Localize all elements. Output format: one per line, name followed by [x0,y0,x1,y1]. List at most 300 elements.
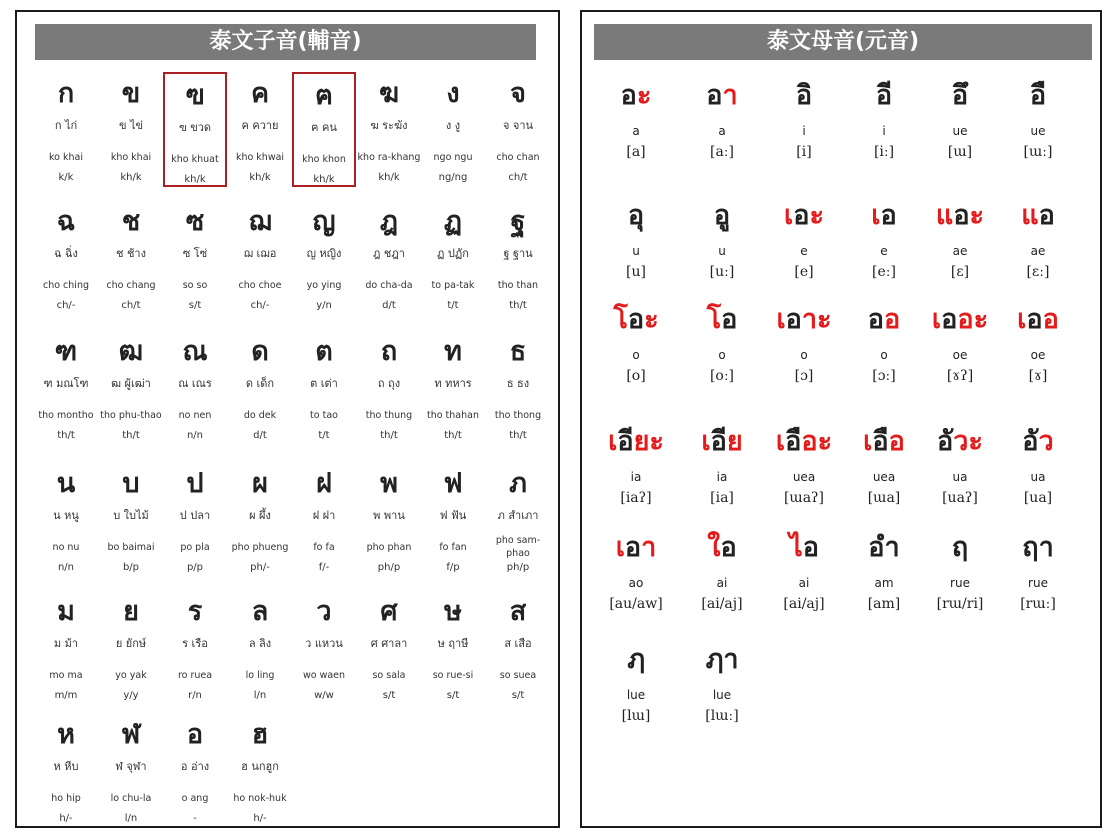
vowel-letter [764,298,844,340]
consonant-cell [486,330,550,441]
consonant-letter: ซ [185,206,205,237]
consonant-letter: ย [123,596,139,627]
consonant-romanization: cho choe [238,279,282,291]
consonant-initial-final: ph/- [250,562,270,573]
vowel-base: อ [937,426,954,457]
consonant-cell [357,462,421,573]
consonant-letter: ช [121,206,141,237]
vowel-letter [844,420,924,462]
consonant-initial-final: n/n [186,430,204,441]
consonant-cell [486,200,550,311]
vowel-mark: เ [871,200,881,231]
vowel-cell [920,74,1000,160]
vowel-mark: เ [615,532,625,563]
vowel-romanization: a [632,124,640,138]
consonant-name: ม ม้า [53,637,79,650]
vowel-letter [596,74,676,116]
consonant-letter: ธ [509,336,527,367]
consonant-initial-final: m/m [54,690,78,701]
consonant-cell [34,462,98,573]
vowel-ipa: [ɯa] [867,490,901,506]
vowel-letter [682,420,762,462]
consonant-letter: ห [57,719,75,750]
consonant-cell [34,72,98,183]
consonant-letter: ฅ [314,80,334,111]
vowel-romanization: ai [716,576,728,590]
vowel-ipa: [ai/aj] [783,596,825,612]
vowel-romanization: lue [712,688,732,702]
consonant-romanization: yo ying [306,279,342,291]
vowel-letter [998,74,1078,116]
vowel-romanization: e [800,244,808,258]
vowel-base: ฦา [705,644,739,675]
vowel-base: อ [706,80,723,111]
consonant-letter: ณ [182,336,208,367]
vowel-grid [596,74,1096,748]
consonant-romanization: kho khwai [235,151,285,163]
consonant-letter: ด [251,336,269,367]
consonant-row [34,200,554,330]
vowel-cell [682,420,762,506]
vowel-mark: แ [1021,200,1039,231]
consonant-name: น หนู [53,509,79,522]
consonant-romanization: kho khai [110,151,152,163]
consonant-name: ณ เณร [178,377,212,390]
vowel-ipa: [au/aw] [609,596,663,612]
vowel-base: อ [617,426,634,457]
vowel-cell [920,526,1000,612]
consonant-name: ห หีบ [53,760,79,773]
consonant-chart-panel [15,10,560,828]
consonant-cell [228,330,292,441]
consonant-cell [357,330,421,441]
consonant-name: ข ไข่ [118,119,144,132]
vowel-letter [682,74,762,116]
consonant-letter: ม [57,596,75,627]
consonant-initial-final: ph/p [377,562,401,573]
vowel-letter [844,74,924,116]
consonant-name: ฉ ฉิ่ง [54,247,78,260]
vowel-letter [682,298,762,340]
vowel-romanization: o [880,348,888,362]
vowel-ipa: [o] [626,368,646,384]
vowel-ipa: [ɯ] [947,144,973,160]
consonant-cell [163,713,227,824]
vowel-romanization: a [718,124,726,138]
vowel-base: อ [868,532,900,563]
consonant-initial-final: ng/ng [438,172,468,183]
consonant-romanization: po pla [180,541,210,553]
consonant-romanization: to pa-tak [431,279,475,291]
vowel-letter [998,194,1078,236]
vowel-chart-panel [580,10,1102,828]
vowel-base: อ [872,426,889,457]
consonant-chart-title: 泰文子音(輔音) [35,24,536,60]
consonant-cell [357,200,421,311]
vowel-base: อ [867,304,884,335]
consonant-row [34,330,554,462]
consonant-initial-final: kh/k [184,174,206,185]
consonant-romanization: pho sam-phao [495,535,541,559]
vowel-base: อ [953,200,970,231]
consonant-letter: ษ [444,596,462,627]
vowel-mark: ะ [969,200,985,231]
vowel-cell [596,638,676,724]
vowel-romanization: ao [628,576,644,590]
consonant-initial-final: kh/k [378,172,400,183]
consonant-name: ง งู [445,119,461,132]
vowel-mark: อะ [957,304,989,335]
vowel-base: อ [620,80,637,111]
consonant-initial-final: ch/t [121,300,141,311]
consonant-cell [163,462,227,573]
consonant-cell [163,590,227,701]
consonant-name: ษ ฤาษี [437,637,469,650]
vowel-mark: ใ [707,532,721,563]
consonant-cell [486,72,550,183]
consonant-name: พ พาน [373,509,405,522]
consonant-initial-final: s/t [511,690,525,701]
consonant-cell [228,462,292,573]
vowel-base: อ [710,426,727,457]
consonant-romanization: kho khon [302,153,346,165]
vowel-ipa: [ɔ] [794,368,814,384]
vowel-cell [920,298,1000,384]
consonant-name: ป ปลา [179,509,211,522]
consonant-initial-final: th/t [444,430,462,441]
vowel-letter [596,420,676,462]
vowel-letter [920,194,1000,236]
consonant-romanization: so so [182,279,208,291]
vowel-ipa: [lɯ] [621,708,651,724]
vowel-ipa: [uː] [709,264,735,280]
vowel-romanization: ue [952,124,968,138]
vowel-romanization: uea [792,470,816,484]
vowel-cell [764,526,844,612]
vowel-row [596,420,1096,526]
vowel-base: อ [1026,304,1043,335]
vowel-cell [844,526,924,612]
consonant-letter: ฐ [510,206,526,237]
consonant-letter: ข [121,78,141,109]
vowel-letter [682,194,762,236]
consonant-letter: ฆ [378,78,400,109]
vowel-romanization: ia [716,470,728,484]
vowel-mark: โ [613,304,628,335]
consonant-cell [292,200,356,311]
consonant-romanization: tho phu-thao [100,409,162,421]
consonant-cell [99,713,163,824]
consonant-initial-final: k/k [58,172,74,183]
vowel-cell [998,74,1078,160]
vowel-romanization: rue [950,576,970,590]
consonant-cell [292,462,356,573]
vowel-base: อ [720,532,737,563]
vowel-mark: เ [776,304,786,335]
consonant-romanization: no nu [52,541,80,553]
vowel-base: ฦ [627,644,645,675]
consonant-romanization: fo fan [439,541,467,553]
vowel-mark: ะ [636,80,652,111]
vowel-ipa: [oː] [709,368,735,384]
vowel-letter [596,298,676,340]
vowel-mark: า [641,532,657,563]
consonant-letter: ศ [380,596,398,627]
consonant-name: ญ หญิง [306,247,342,260]
consonant-row [34,72,554,200]
vowel-cell [682,194,762,280]
consonant-cell [34,330,98,441]
vowel-romanization: uea [872,470,896,484]
consonant-romanization: ho nok-huk [233,792,287,804]
vowel-cell [764,420,844,506]
consonant-letter: ฮ [251,719,269,750]
consonant-romanization: ko khai [49,151,83,163]
vowel-cell [920,194,1000,280]
vowel-cell [998,526,1078,612]
consonant-name: ต เต่า [310,377,338,390]
vowel-row [596,74,1096,194]
vowel-letter [764,74,844,116]
vowel-letter [844,194,924,236]
consonant-romanization: so rue-si [432,669,474,681]
vowel-romanization: ua [952,470,968,484]
vowel-cell [682,298,762,384]
vowel-ipa: [ɛ] [950,264,970,280]
vowel-romanization: o [718,348,726,362]
vowel-mark: ือะ [801,426,833,457]
consonant-cell [99,590,163,701]
vowel-letter [998,526,1078,568]
vowel-base: ฤ [951,532,969,563]
consonant-cell [357,72,421,183]
vowel-cell [844,74,924,160]
vowel-cell [998,194,1078,280]
vowel-mark: เ [775,426,786,457]
consonant-romanization: mo ma [49,669,83,681]
consonant-cell [292,590,356,701]
vowel-cell [844,420,924,506]
consonant-romanization: tho thong [494,409,542,421]
vowel-letter [596,638,676,680]
consonant-romanization: cho chang [106,279,156,291]
consonant-name: ฝ ฝา [312,509,336,522]
vowel-romanization: oe [952,348,968,362]
consonant-letter: ฟ [443,468,463,499]
vowel-letter [682,526,762,568]
consonant-name: ล ลิง [248,637,272,650]
consonant-name: ฏ ปฏัก [437,247,469,260]
consonant-initial-final: th/t [509,430,527,441]
consonant-initial-final: s/t [382,690,396,701]
consonant-romanization: so sala [372,669,406,681]
consonant-cell-highlighted [292,72,356,187]
vowel-mark: า [722,80,738,111]
consonant-romanization: yo yak [115,669,147,681]
vowel-mark: โ [706,304,722,335]
vowel-cell [682,74,762,160]
vowel-letter [764,420,844,462]
vowel-letter [920,526,1000,568]
consonant-letter: ง [446,78,460,109]
consonant-initial-final: d/t [253,430,267,441]
vowel-letter [920,74,1000,116]
vowel-ipa: [rɯ/ri] [936,596,984,612]
vowel-base: อี [875,80,893,111]
consonant-cell [421,72,485,183]
vowel-chart-title: 泰文母音(元音) [594,24,1092,60]
vowel-row [596,298,1096,420]
vowel-mark: ัวะ [953,426,983,457]
consonant-cell [163,330,227,441]
consonant-initial-final: l/n [124,813,138,824]
vowel-ipa: [e] [794,264,814,280]
vowel-base: อุ [627,200,645,231]
vowel-romanization: o [800,348,808,362]
vowel-romanization: u [718,244,726,258]
vowel-mark: ือ [888,426,905,457]
consonant-romanization: ngo ngu [433,151,473,163]
vowel-ipa: [ai/aj] [701,596,743,612]
vowel-romanization: i [882,124,886,138]
vowel-cell [596,420,676,506]
consonant-initial-final: ph/p [506,562,530,573]
vowel-base: อื [1029,80,1047,111]
consonant-cell [357,590,421,701]
consonant-initial-final: kh/k [313,174,335,185]
consonant-romanization: no nen [178,409,212,421]
consonant-letter: ป [186,468,204,499]
consonant-letter: ท [444,336,462,367]
vowel-romanization: i [802,124,806,138]
consonant-initial-final: y/y [123,690,139,701]
vowel-base: ฤา [1022,532,1054,563]
consonant-name: ฎ ชฎา [373,247,405,260]
consonant-letter: อ [186,719,204,750]
consonant-name: ธ ธง [506,377,530,390]
consonant-initial-final: f/- [318,562,330,573]
vowel-letter [844,298,924,340]
consonant-name: ท ทหาร [434,377,472,390]
consonant-cell-highlighted [163,72,227,187]
vowel-ipa: [a] [626,144,646,160]
consonant-name: ฐ ฐาน [503,247,533,260]
vowel-romanization: oe [1030,348,1046,362]
consonant-romanization: pho phueng [231,541,289,553]
vowel-romanization: u [632,244,640,258]
consonant-romanization: tho thung [365,409,413,421]
consonant-romanization: so suea [499,669,537,681]
vowel-cell [764,74,844,160]
vowel-mark: ัว [1038,426,1054,457]
consonant-initial-final: t/t [318,430,330,441]
consonant-name: ว แหวน [305,637,343,650]
vowel-ipa: [aː] [710,144,734,160]
vowel-row [596,526,1096,638]
vowel-romanization: ae [952,244,968,258]
vowel-base: อิ [795,80,813,111]
consonant-letter: ต [315,336,333,367]
consonant-letter: ถ [380,336,398,367]
consonant-initial-final: f/p [446,562,460,573]
vowel-romanization: o [632,348,640,362]
consonant-initial-final: ch/- [56,300,76,311]
vowel-cell [596,74,676,160]
consonant-name: ฮ นกฮูก [241,760,279,773]
vowel-ipa: [ia] [710,490,734,506]
vowel-base: อ [624,532,642,563]
vowel-base: อ [785,304,802,335]
vowel-cell [998,298,1078,384]
vowel-cell [682,526,762,612]
vowel-romanization: ai [798,576,810,590]
vowel-letter [920,420,1000,462]
consonant-letter: จ [510,78,526,109]
vowel-letter [920,298,1000,340]
consonant-initial-final: s/t [446,690,460,701]
consonant-letter: ฒ [118,336,144,367]
consonant-name: ฒ ผู้เฒ่า [111,377,151,390]
consonant-cell [292,330,356,441]
consonant-name: ฆ ระฆัง [370,119,408,132]
consonant-initial-final: l/n [253,690,267,701]
consonant-romanization: wo waen [302,669,346,681]
vowel-ipa: [ɯː] [1023,144,1053,160]
vowel-mark: ไ [789,532,803,563]
vowel-letter [844,526,924,568]
consonant-letter: ฝ [316,468,332,499]
vowel-ipa: [ɔː] [872,368,896,384]
consonant-romanization: fo fa [313,541,335,553]
consonant-cell [421,330,485,441]
consonant-name: ฟ ฟัน [439,509,467,522]
vowel-ipa: [i] [796,144,812,160]
consonant-name: ค ควาย [241,119,279,132]
consonant-romanization: ro ruea [177,669,213,681]
consonant-initial-final: th/t [57,430,75,441]
consonant-name: ผ ผึ้ง [249,509,271,522]
consonant-initial-final: s/t [188,300,202,311]
consonant-romanization: tho thahan [426,409,479,421]
vowel-mark: เ [784,200,794,231]
vowel-mark: เ [1017,304,1027,335]
consonant-letter: ฑ [54,336,78,367]
consonant-initial-final: t/t [447,300,459,311]
consonant-name: ฑ มณโฑ [43,377,89,390]
vowel-base: อ [1022,426,1039,457]
consonant-letter: ร [187,596,203,627]
consonant-initial-final: - [193,813,197,824]
vowel-ipa: [am] [867,596,901,612]
consonant-name: ร เรือ [182,637,208,650]
vowel-ipa: [ɤ] [1028,368,1048,384]
consonant-cell [99,200,163,311]
vowel-romanization: am [874,576,894,590]
consonant-name: ก ไก่ [54,119,78,132]
vowel-mark: แ [935,200,954,231]
consonant-letter: ฎ [379,206,399,237]
vowel-letter [596,526,676,568]
vowel-letter [764,194,844,236]
consonant-name: ย ยักษ์ [115,637,147,650]
consonant-initial-final: h/- [253,813,267,824]
vowel-ipa: [ɛː] [1026,264,1050,280]
consonant-name: ซ โซ่ [182,247,208,260]
consonant-letter: ภ [509,468,527,499]
consonant-cell [228,200,292,311]
vowel-romanization: ae [1030,244,1046,258]
vowel-ipa: [ɤʔ] [946,368,974,384]
